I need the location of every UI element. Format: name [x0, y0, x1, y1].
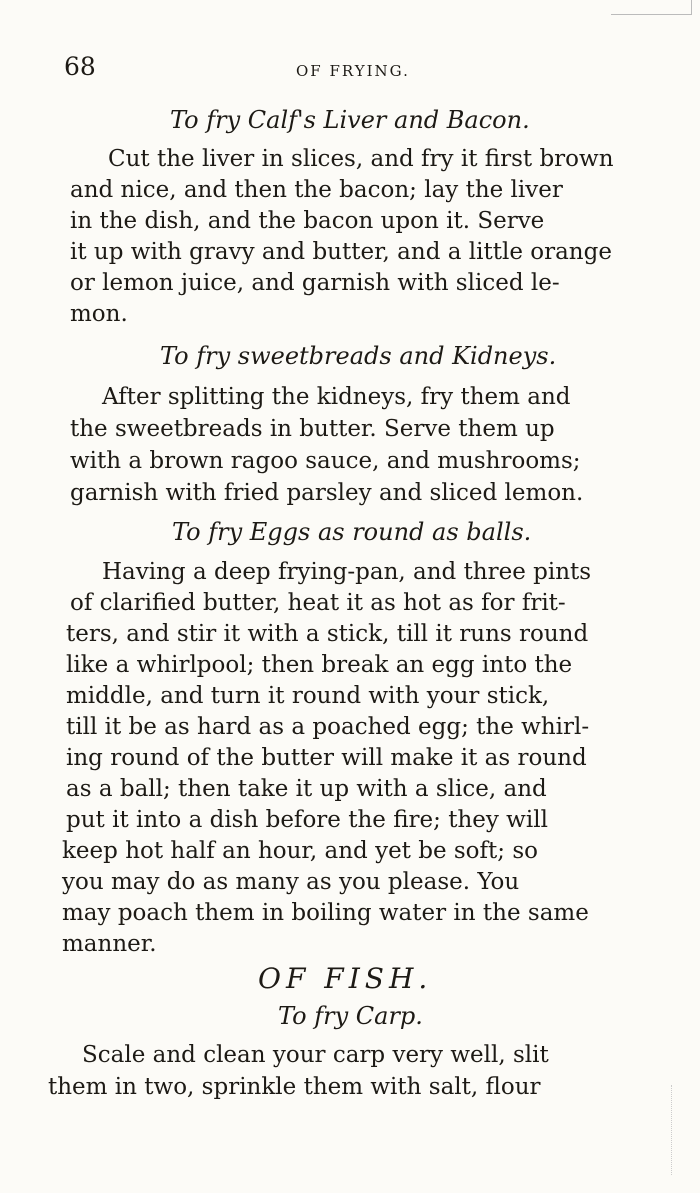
section-heading-carp: To fry Carp.: [278, 1002, 423, 1030]
recipe-line: middle, and turn it round with your stick,: [66, 683, 550, 709]
page-corner-edge: [611, 0, 692, 15]
recipe-line: of clarified butter, heat it as hot as for frit-: [70, 590, 566, 616]
recipe-line: keep hot half an hour, and yet be soft; so: [62, 838, 538, 864]
recipe-line: ters, and stir it with a stick, till it runs round: [66, 621, 589, 647]
recipe-line: and nice, and then the bacon; lay the liver: [70, 177, 563, 203]
recipe-line: as a ball; then take it up with a slice, and: [66, 776, 547, 802]
recipe-line: manner.: [62, 931, 157, 957]
recipe-line: Cut the liver in slices, and fry it first brown: [108, 146, 614, 172]
page-number: 68: [64, 52, 96, 81]
recipe-line: Having a deep frying-pan, and three pints: [102, 559, 592, 585]
recipe-line: them in two, sprinkle them with salt, flour: [48, 1074, 541, 1100]
recipe-line: ing round of the butter will make it as round: [66, 745, 587, 771]
recipe-line: like a whirlpool; then break an egg into the: [66, 652, 573, 678]
chapter-heading-of-fish: OF FISH.: [258, 962, 433, 995]
recipe-line: with a brown ragoo sauce, and mushrooms;: [70, 448, 581, 474]
recipe-line: or lemon juice, and garnish with sliced le-: [70, 270, 560, 296]
page-edge-mark: [671, 1085, 692, 1175]
section-heading-eggs: To fry Eggs as round as balls.: [172, 518, 532, 546]
recipe-line: the sweetbreads in butter. Serve them up: [70, 416, 555, 442]
recipe-line: till it be as hard as a poached egg; the whirl-: [66, 714, 590, 740]
section-heading-sweetbreads: To fry sweetbreads and Kidneys.: [160, 342, 557, 370]
recipe-line: in the dish, and the bacon upon it. Serve: [70, 208, 545, 234]
recipe-line: mon.: [70, 301, 128, 327]
recipe-line: After splitting the kidneys, fry them and: [102, 384, 571, 410]
recipe-line: put it into a dish before the fire; they will: [66, 807, 548, 833]
running-head: [64, 52, 660, 92]
recipe-line: you may do as many as you please. You: [62, 869, 520, 895]
running-title: OF FRYING.: [296, 62, 410, 80]
recipe-line: garnish with fried parsley and sliced lemon.: [70, 480, 584, 506]
recipe-line: Scale and clean your carp very well, slit: [82, 1042, 549, 1068]
section-heading-calfs-liver: To fry Calf's Liver and Bacon.: [170, 106, 530, 134]
recipe-line: it up with gravy and butter, and a little orange: [70, 239, 612, 265]
recipe-line: may poach them in boiling water in the same: [62, 900, 589, 926]
